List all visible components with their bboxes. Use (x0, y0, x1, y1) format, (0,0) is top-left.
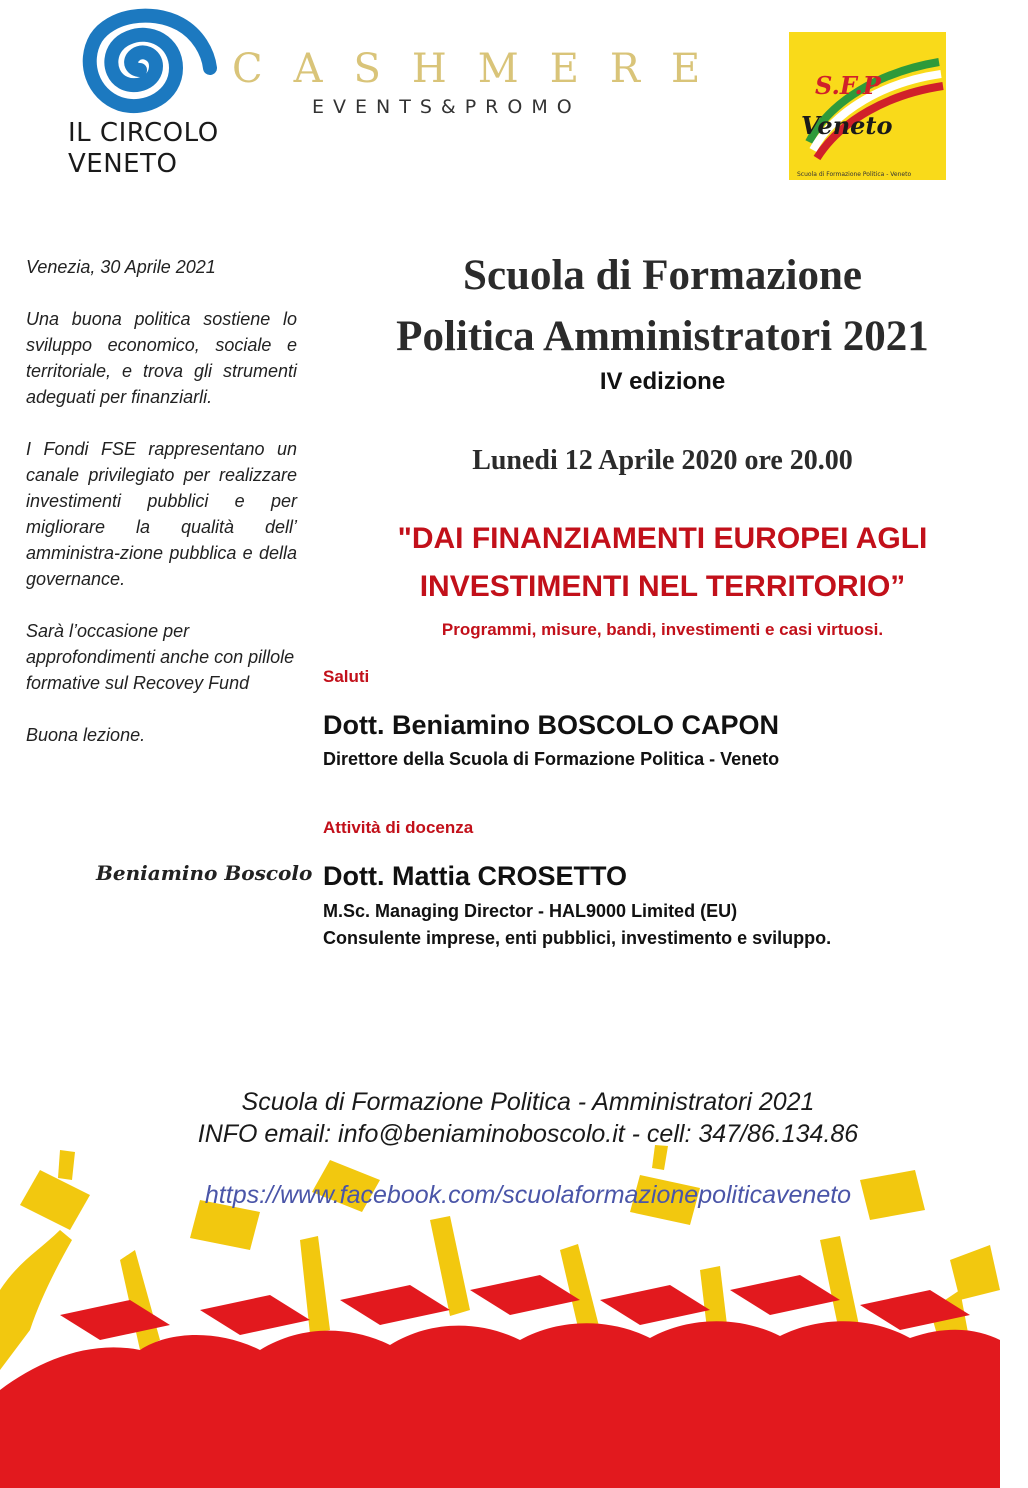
circolo-line2: VENETO (68, 149, 178, 179)
cashmere-logo-word: CASHMERE (232, 46, 732, 92)
handwritten-signature (96, 858, 313, 888)
docenza-label: Attività di docenza (323, 818, 474, 837)
sfp-flag-swoosh-icon (789, 32, 946, 180)
letter-paragraph-2: I Fondi FSE rappresentano un canale privilegiato per realizzare investimenti pubblici e per migliorare la qualità dell’ amministra-zione pubblica e della governance. (26, 439, 297, 589)
letter-date: Venezia, 30 Aprile 2021 (26, 257, 216, 277)
circolo-logo-text (68, 118, 219, 180)
event-date: Lunedi 12 Aprile 2020 ore 20.00 (472, 445, 853, 476)
footer-facebook-link[interactable]: https://www.facebook.com/scuolaformazionepoliticaveneto (204, 1181, 852, 1209)
footer-contact-line: INFO email: info@beniaminoboscolo.it - cell: 347/86.134.86 (197, 1120, 859, 1148)
svg-text:S.F.P: S.F.P (815, 71, 881, 100)
saluti-speaker-name: Dott. Beniamino BOSCOLO CAPON (323, 710, 780, 740)
cashmere-logo-subtitle: EVENTS&PROMO (312, 96, 581, 118)
event-headline-line2: INVESTIMENTI NEL TERRITORIO” (419, 570, 906, 603)
saluti-speaker-role: Direttore della Scuola di Formazione Politica - Veneto (323, 749, 780, 769)
docenza-speaker-role-2: Consulente imprese, enti pubblici, investimento e sviluppo. (323, 928, 832, 948)
docenza-speaker-name: Dott. Mattia CROSETTO (323, 861, 628, 891)
event-headline-line1: "DAI FINANZIAMENTI EUROPEI AGLI (397, 522, 928, 555)
circolo-line1: IL CIRCOLO (68, 118, 219, 148)
sfp-veneto-logo (789, 32, 946, 180)
letter-paragraph-1: Una buona politica sostiene lo sviluppo economico, sociale e territoriale, e trova gli strumenti adeguati per finanziarli. (26, 309, 297, 407)
intro-letter (26, 254, 297, 774)
svg-text:Scuola di Formazione Politica: Scuola di Formazione Politica - Veneto (797, 171, 912, 178)
letter-paragraph-3: Sarà l’occasione per approfondimenti anche con pillole formative sul Recovey Fund (26, 621, 295, 693)
footer-school-line: Scuola di Formazione Politica - Amministratori 2021 (241, 1088, 815, 1116)
spiral-icon (62, 8, 222, 128)
svg-text:Veneto: Veneto (801, 111, 893, 140)
letter-closing: Buona lezione. (26, 725, 146, 745)
event-edition: IV edizione (599, 368, 726, 395)
event-title-line2: Politica Amministratori 2021 (396, 313, 929, 360)
docenza-speaker-role-1: M.Sc. Managing Director - HAL9000 Limited (EU) (323, 901, 738, 921)
saluti-label: Saluti (323, 667, 370, 686)
svg-text:Beniamino Boscolo: Beniamino Boscolo (96, 861, 313, 885)
event-title-line1: Scuola di Formazione (463, 252, 862, 299)
event-subheadline: Programmi, misure, bandi, investimenti e casi virtuosi. (441, 620, 884, 639)
